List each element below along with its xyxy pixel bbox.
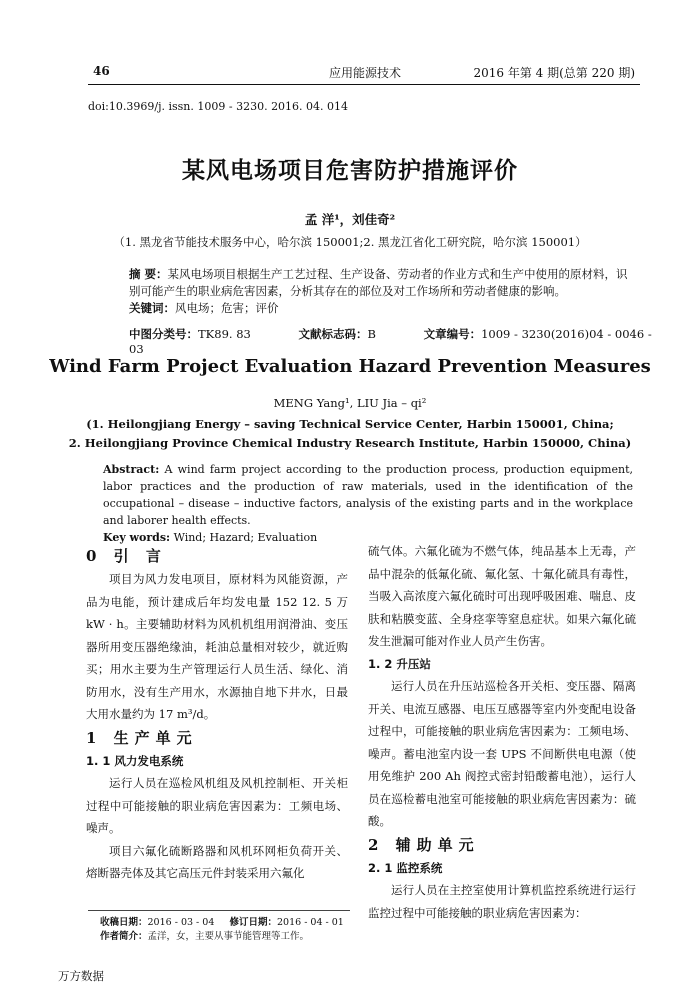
received-date: 2016 - 03 - 04 xyxy=(147,917,215,928)
received-label: 收稿日期： xyxy=(100,917,148,928)
affiliation-en-line: (1. Heilongjiang Energy – saving Technical Service Center, Harbin 150001, China; xyxy=(86,417,614,431)
keywords-en-label: Key words: xyxy=(103,531,171,544)
journal-name: 应用能源技术 xyxy=(329,66,402,80)
clc-value: TK89. 83 xyxy=(198,327,251,341)
issue-info: 2016 年第 4 期(总第 220 期) xyxy=(473,66,635,80)
authors-cn: 孟 洋¹，刘佳奇² xyxy=(304,212,396,227)
paragraph: 项目六氟化硫断路器和风机环网柜负荷开关、熔断器壳体及其它高压元件封装采用六氟化 xyxy=(86,843,348,880)
keywords-en: Wind; Hazard; Evaluation xyxy=(173,531,318,544)
doi: doi:10.3969/j. issn. 1009 - 3230. 2016. 04. 014 xyxy=(88,100,349,113)
section-heading: 1 生产单元 xyxy=(86,728,198,747)
revised-label: 修订日期： xyxy=(229,917,277,928)
abstract-cn xyxy=(103,266,633,317)
paragraph: 运行人员在升压站巡检各开关柜、变压器、隔离开关、电流互感器、电压互感器等室内外变配电设备过程中，可能接触的职业病危害因素为：工频电场、噪声。蓄电池室内设一套 UPS 不间断供电电源（使用免维护 200 Ah 阀控式密封铅酸蓄电池），运行人员在巡检蓄电池室可能接触的职业病危害因素为：硫酸。 xyxy=(368,679,636,828)
affiliation-cn: （1. 黑龙省节能技术服务中心，哈尔滨 150001;2. 黑龙江省化工研究院，哈尔滨 150001） xyxy=(113,235,587,249)
footnote-rule xyxy=(88,910,350,911)
author-bio: 孟洋，女，主要从事节能管理等工作。 xyxy=(147,931,310,942)
affiliation-en xyxy=(0,415,700,453)
subsection-heading: 1. 1 风力发电系统 xyxy=(86,753,184,768)
running-header xyxy=(93,64,635,84)
paragraph: 运行人员在巡检风机组及风机控制柜、开关柜过程中可能接触的职业病危害因素为：工频电场、噪声。 xyxy=(86,776,348,835)
revised-date: 2016 - 04 - 01 xyxy=(277,917,344,928)
footnote xyxy=(100,916,344,944)
subsection-heading: 2. 1 监控系统 xyxy=(368,860,443,875)
clc-label: 中图分类号： xyxy=(129,327,198,341)
keywords-cn: 风电场；危害；评价 xyxy=(175,301,279,315)
source-footer: 万方数据 xyxy=(58,969,104,983)
body-left-column xyxy=(86,544,348,885)
abstract-en-text: A wind farm project according to the production process, production equipment, labor practices and the production of raw materials, used in the identification of the occupational – disease – inductive factors, analysis of the existing parts and in the workplace and laborer health effects. xyxy=(103,463,633,527)
article-no-label: 文章编号： xyxy=(423,327,482,341)
abstract-cn-text: 某风电场项目根据生产工艺过程、生产设备、劳动者的作业方式和生产中使用的原材料，识别可能产生的职业病危害因素，分析其存在的部位及对工作场所和劳动者健康的影响。 xyxy=(129,267,628,298)
abstract-en-label: Abstract: xyxy=(103,463,160,476)
header-rule xyxy=(88,84,640,85)
subsection-heading: 1. 2 升压站 xyxy=(368,656,431,671)
page-number: 46 xyxy=(93,64,110,78)
doc-code-value: B xyxy=(367,327,376,341)
keywords-cn-label: 关键词： xyxy=(129,301,175,315)
abstract-en xyxy=(103,461,633,546)
affiliation-en-line: 2. Heilongjiang Province Chemical Industry Research Institute, Harbin 150000, China) xyxy=(68,436,632,450)
classification-row xyxy=(129,326,700,356)
authors-en: MENG Yang¹, LIU Jia – qi² xyxy=(273,396,427,410)
section-heading: 2 辅助单元 xyxy=(368,835,480,854)
body-right-column xyxy=(368,540,636,924)
title-en: Wind Farm Project Evaluation Hazard Prevention Measures xyxy=(49,356,651,377)
article-no-value: 1009 - 3230(2016)04 - 0046 - 03 xyxy=(129,327,652,356)
abstract-cn-label: 摘 要： xyxy=(129,267,168,281)
section-heading: 0 引 言 xyxy=(86,547,167,565)
paragraph: 项目为风力发电项目，原材料为风能资源，产品为电能，预计建成后年均发电量 152 12. 5 万 kW · h。主要辅助材料为风机机组用润滑油、变压器所用变压器绝缘油，耗油总量相对较少，就近购买；用水主要为生产管理运行人员生活、绿化、消防用水，没有生产用水，水源抽自地下井水，日最大用水量约为 17 m³/d。 xyxy=(86,572,348,721)
paragraph: 运行人员在主控室使用计算机监控系统进行运行监控过程中可能接触的职业病危害因素为： xyxy=(368,883,636,920)
title-cn: 某风电场项目危害防护措施评价 xyxy=(182,157,518,184)
paragraph-continued: 硫气体。六氟化硫为不燃气体，纯品基本上无毒，产品中混杂的低氟化硫、氟化氢、十氟化硫具有毒性，当吸入高浓度六氟化硫时可出现呼吸困难、喘息、皮肤和粘膜变蓝、全身痉挛等窒息症状。如果六氟化硫发生泄漏可能对作业人员产生伤害。 xyxy=(368,544,636,648)
author-bio-label: 作者简介： xyxy=(100,931,148,942)
doc-code-label: 文献标志码： xyxy=(298,327,368,341)
